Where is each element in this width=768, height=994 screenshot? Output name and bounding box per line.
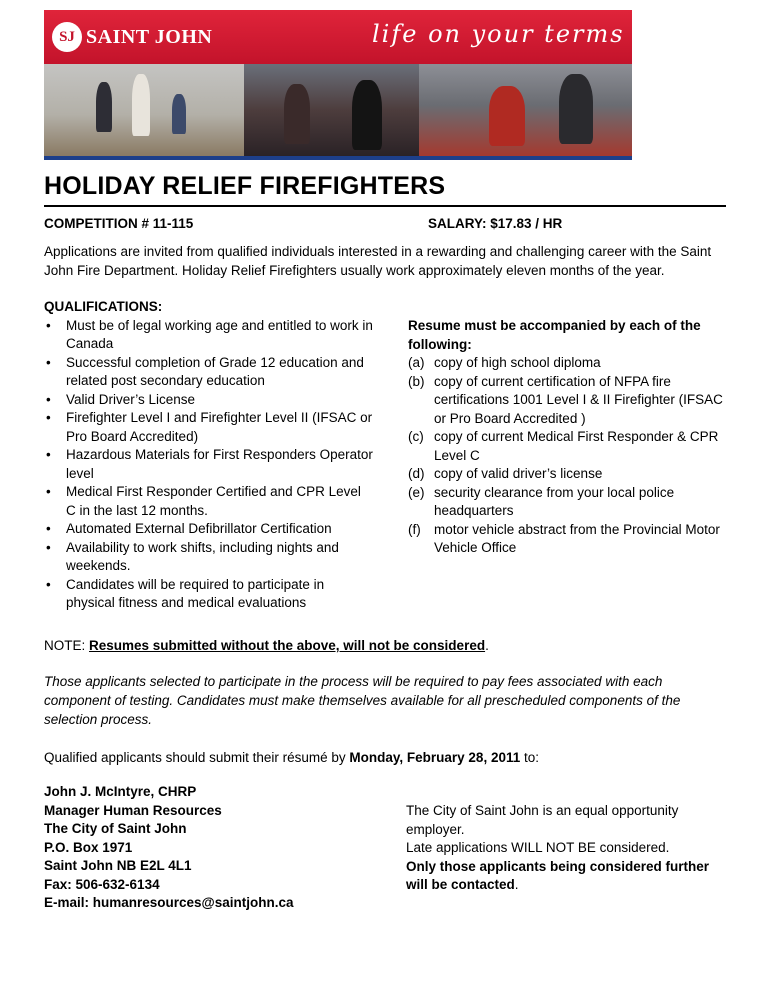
contact-block xyxy=(44,783,293,913)
contact-notice-suffix: . xyxy=(514,877,519,892)
resume-requirements-list xyxy=(408,354,728,558)
qualifications-section xyxy=(44,298,374,613)
page-title: HOLIDAY RELIEF FIREFIGHTERS xyxy=(44,172,446,200)
note-suffix: . xyxy=(485,638,489,653)
submit-prefix: Qualified applicants should submit their résumé by xyxy=(44,750,350,765)
note-prefix: NOTE: xyxy=(44,638,90,653)
submission-instruction xyxy=(44,750,539,765)
banner-blue-stripe xyxy=(44,156,632,160)
beach-family-photo xyxy=(44,64,244,156)
item-text: copy of current certification of NFPA fire certifications 1001 Level I & II Firefighter (IFSAC or Pro Board Accredited ) xyxy=(434,373,723,426)
contact-notice xyxy=(406,858,726,895)
item-label: (b) xyxy=(408,373,425,389)
list-item: • Must be of legal working age and entitled to work in Canada xyxy=(44,317,374,354)
testing-fees-paragraph: Those applicants selected to participate in the process will be required to pay fees associated with each component of testing. Candidates must make themselves available for all prescheduled components of the selection process. xyxy=(44,674,681,727)
qualifications-heading: QUALIFICATIONS: xyxy=(44,299,163,314)
item-text: copy of valid driver’s license xyxy=(434,466,603,481)
contact-po-box: P.O. Box 1971 xyxy=(44,839,133,855)
list-item: • Medical First Responder Certified and CPR Level C in the last 12 months. xyxy=(44,483,374,520)
qualifications-list xyxy=(44,317,374,613)
contact-email: E-mail: humanresources@saintjohn.ca xyxy=(44,895,294,910)
winter-couple-photo xyxy=(244,64,419,156)
item-text: copy of high school diploma xyxy=(434,355,601,370)
list-item: • Candidates will be required to participate in physical fitness and medical evaluations xyxy=(44,576,374,613)
item-text: security clearance from your local police headquarters xyxy=(434,484,675,518)
banner-photo-strip xyxy=(44,64,632,156)
list-item: • Availability to work shifts, including nights and weekends. xyxy=(44,539,374,576)
note-emphasis: Resumes submitted without the above, will not be considered xyxy=(89,638,486,653)
banner-red-bar xyxy=(44,10,632,64)
list-item: • Automated External Defibrillator Certification xyxy=(44,520,374,539)
contact-fax: Fax: 506-632-6134 xyxy=(44,876,160,892)
list-item: • Firefighter Level I and Firefighter Level II (IFSAC or Pro Board Accredited) xyxy=(44,409,374,446)
city-emblem-icon: SJ xyxy=(52,22,82,52)
brand-name: SAINT JOHN xyxy=(86,25,213,48)
contact-title: Manager Human Resources xyxy=(44,802,222,818)
contact-city: Saint John NB E2L 4L1 xyxy=(44,858,192,873)
equal-opportunity-text: The City of Saint John is an equal opportunity employer. xyxy=(406,803,679,837)
intro-paragraph: Applications are invited from qualified individuals interested in a rewarding and challenging career with the Saint John Fire Department. Holiday Relief Firefighters usually work approximately eleven months of the year. xyxy=(44,244,712,278)
resume-requirements-heading: Resume must be accompanied by each of the following: xyxy=(408,318,701,352)
list-item xyxy=(408,373,728,429)
list-item: • Valid Driver’s License xyxy=(44,391,374,410)
list-item: • Hazardous Materials for First Responders Operator level xyxy=(44,446,374,483)
submit-suffix: to: xyxy=(520,750,539,765)
note xyxy=(44,638,489,653)
contact-name: John J. McIntyre, CHRP xyxy=(44,784,197,799)
list-item xyxy=(408,465,728,484)
list-item xyxy=(408,428,728,465)
hockey-fans-photo xyxy=(419,64,632,156)
item-label: (e) xyxy=(408,484,425,500)
list-item xyxy=(408,484,728,521)
contact-org: The City of Saint John xyxy=(44,821,187,836)
list-item xyxy=(408,354,728,373)
item-text: motor vehicle abstract from the Provincial Motor Vehicle Office xyxy=(434,521,720,555)
title-divider xyxy=(44,205,726,207)
item-label: (c) xyxy=(408,429,424,444)
item-label: (a) xyxy=(408,355,425,370)
list-item: • Successful completion of Grade 12 education and related post secondary education xyxy=(44,354,374,391)
late-applications-text: Late applications WILL NOT BE considered. xyxy=(406,840,670,855)
saint-john-logo xyxy=(52,22,212,52)
contact-notice-bold: Only those applicants being considered further will be contacted xyxy=(406,858,710,892)
item-label: (f) xyxy=(408,521,421,537)
tagline: life on your terms xyxy=(372,20,625,48)
item-label: (d) xyxy=(408,466,425,481)
list-item xyxy=(408,521,728,558)
equal-opportunity-block xyxy=(406,802,726,895)
header-banner xyxy=(44,10,632,160)
competition-number: COMPETITION # 11-115 xyxy=(44,216,194,231)
salary: SALARY: $17.83 / HR xyxy=(428,216,563,231)
deadline-date: Monday, February 28, 2011 xyxy=(349,750,521,765)
item-text: copy of current Medical First Responder & CPR Level C xyxy=(434,429,719,463)
resume-requirements-section xyxy=(408,317,728,558)
